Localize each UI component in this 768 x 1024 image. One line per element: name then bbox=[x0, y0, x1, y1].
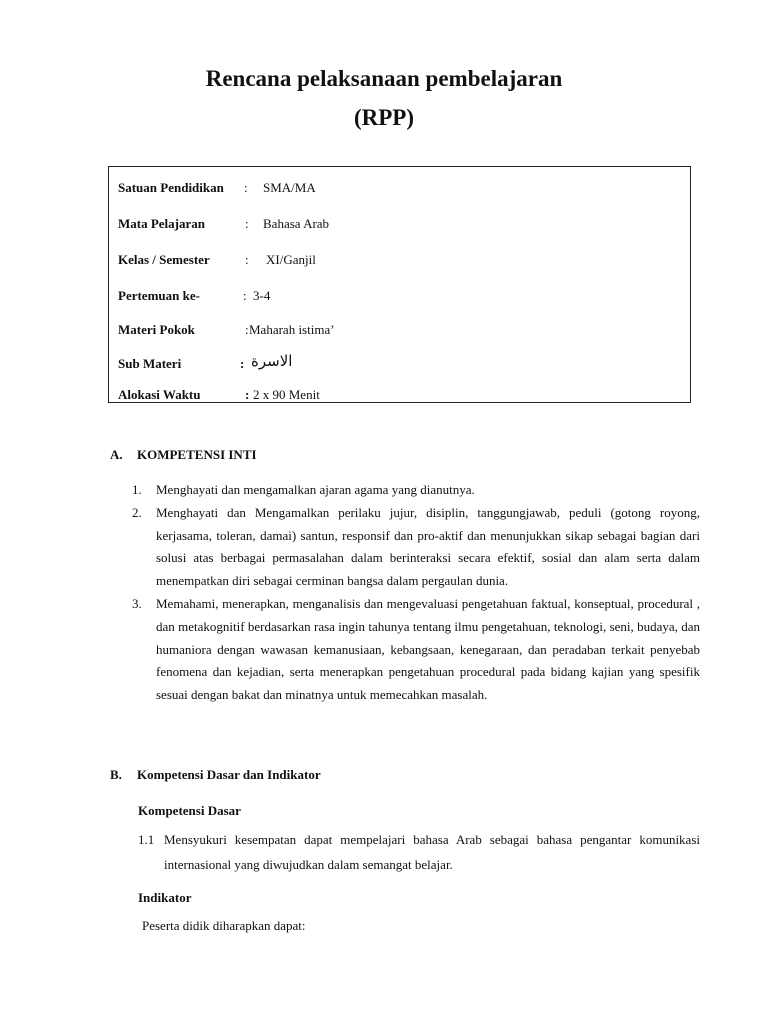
list-item-text: Menghayati dan mengamalkan ajaran agama yang dianutnya. bbox=[156, 482, 475, 497]
identity-colon: : bbox=[245, 216, 249, 231]
indikator-intro: Peserta didik diharapkan dapat: bbox=[142, 918, 306, 933]
identity-label: Alokasi Waktu bbox=[118, 387, 201, 402]
section-a-heading: KOMPETENSI INTI bbox=[137, 447, 257, 462]
identity-label: Pertemuan ke- bbox=[118, 288, 200, 303]
kompetensi-inti-list bbox=[132, 479, 700, 707]
section-b-heading: Kompetensi Dasar dan Indikator bbox=[137, 767, 321, 782]
identity-label: Materi Pokok bbox=[118, 322, 195, 337]
identity-value: Bahasa Arab bbox=[263, 216, 330, 231]
identity-colon: : bbox=[245, 387, 250, 402]
identity-colon: : bbox=[245, 252, 249, 267]
list-item-text: Memahami, menerapkan, menganalisis dan mengevaluasi pengetahuan faktual, konseptual, procedural , dan metakognitif berdasarkan rasa ingin tahunya tentang ilmu pengetahuan, teknologi, seni, budaya, dan humaniora dengan wawasan kemanusiaan, kebangsaan, kenegaraan, dan peradaban terkait penyebab fenomena dan kejadian, serta menerapkan pengetahuan procedural pada bidang kajian yang spesifik sesuai dengan bakat dan minatnya untuk memecahkan masalah. bbox=[156, 595, 700, 703]
list-item-number: 2. bbox=[132, 504, 142, 520]
list-item-number: 3. bbox=[132, 595, 142, 611]
identity-value-arabic: الاسرة bbox=[251, 352, 293, 370]
list-item bbox=[132, 502, 700, 593]
identity-value: SMA/MA bbox=[263, 180, 316, 195]
identity-value: 2 x 90 Menit bbox=[253, 387, 320, 402]
identity-box bbox=[108, 166, 691, 403]
identity-colon: : bbox=[244, 180, 248, 195]
kompetensi-dasar-heading: Kompetensi Dasar bbox=[138, 803, 241, 818]
list-item-text: Menghayati dan Mengamalkan perilaku jujur, disiplin, tanggungjawab, peduli (gotong royong, kerjasama, toleran, damai) santun, responsif dan pro-aktif dan menunjukkan sikap sebagai bagian dari solusi atas berbagai permasalahan dalam berinteraksi secara efektif, sosial dan alam serta dalam menempatkan diri sebagai cerminan bangsa dalam pergaulan dunia. bbox=[156, 504, 700, 589]
identity-label: Kelas / Semester bbox=[118, 252, 210, 267]
identity-label: Sub Materi bbox=[118, 356, 182, 371]
document-title: Rencana pelaksanaan pembelajaran bbox=[205, 66, 563, 91]
section-b-letter: B. bbox=[110, 767, 122, 782]
identity-value: Maharah istima’ bbox=[249, 322, 335, 337]
list-item-number: 1. bbox=[132, 482, 142, 497]
identity-colon: : bbox=[245, 322, 249, 337]
identity-colon: : bbox=[243, 288, 247, 303]
identity-value: XI/Ganjil bbox=[266, 252, 316, 267]
indikator-heading: Indikator bbox=[138, 890, 192, 905]
list-item bbox=[132, 479, 700, 502]
section-a-letter: A. bbox=[110, 447, 123, 462]
identity-colon: : bbox=[240, 356, 245, 371]
identity-label: Satuan Pendidikan bbox=[118, 180, 224, 195]
document-subtitle: (RPP) bbox=[353, 105, 415, 130]
kompetensi-dasar-item bbox=[138, 827, 700, 877]
list-item-text: Mensyukuri kesempatan dapat mempelajari bahasa Arab sebagai bahasa pengantar komunikasi internasional yang diwujudkan dalam semangat belajar. bbox=[164, 832, 700, 872]
identity-value: 3-4 bbox=[253, 288, 271, 303]
list-item-number: 1.1 bbox=[138, 832, 155, 847]
list-item bbox=[132, 593, 700, 707]
identity-label: Mata Pelajaran bbox=[118, 216, 206, 231]
